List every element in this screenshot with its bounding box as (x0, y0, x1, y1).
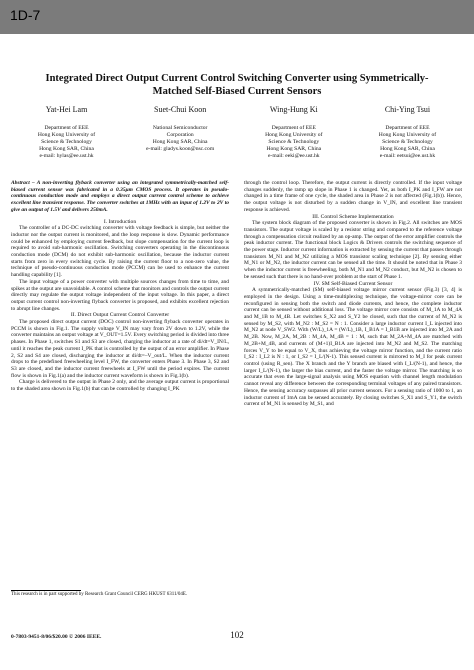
author-affiliation: Science & Technology (268, 139, 320, 145)
section-heading: III. Control Scheme Implementation (312, 213, 394, 220)
author-email: e-mail: eetsui@ee.ust.hk (379, 153, 436, 159)
isbn-line: 0-7803-9451-8/06/$20.00 © 2006 IEEE. (11, 634, 102, 640)
paragraph: The controller of a DC-DC switching converter with voltage feedback is simple, but neither the inductor nor the output current is monitored, and the loop response is slow. Dynamic performance could be enhanced by employing current feedback, but slope compensation for the current loop is required to avoid sub-harmonic oscillation. Switching converters operating in the discontinuous conduction mode (DCM) do not exhibit sub-harmonic oscillation, because the inductor current starts from zero in every switching cycle. By raising the current floor to a non-zero value, the technique of pseudo-continuous conduction mode (PCCM) can be used to enhance the current handling capability [1]. (11, 225, 229, 279)
paragraph: The proposed direct output current (DOC) control non-inverting flyback converter operates in PCCM is shown in Fig.1. The supply voltage V_IN may vary from 2V down to 1.2V, while the converter maintains an output voltage at V_OUT=1.5V. Every switching period is divided into three phases. In Phase 1, switches S1 and S3 are closed, charging the inductor at a rate of di/dt=V_IN/L, until it reaches the peak current I_PK that is controlled by the output of an error amplifier. In Phase 2, S2 and S4 are closed, discharging the inductor at di/dt=–V_out/L. When the inductor current drops to the predefined freewheeling level I_FW, the converter enters Phase 3. In Phase 3, S2 and S3 are closed, and the inductor current freewheels at I_FW until the period expires. The current flow is shown in Fig.1(a) and the inductor current waveform is shown in Fig.1(b). (11, 319, 229, 379)
author-affiliation: Science & Technology (41, 139, 92, 145)
author-email: e-mail: hylas@ee.ust.hk (39, 153, 94, 159)
author-affiliation: Department of EEE (271, 125, 316, 131)
session-id: 1D-7 (10, 7, 41, 23)
author-affiliation: Department of EEE (44, 125, 89, 131)
session-banner (0, 0, 474, 34)
section-heading: IV. SM Self-Biased Current Sensor (313, 280, 393, 287)
section-heading: II. Direct Output Current Control Converter (70, 312, 170, 319)
author-affiliation: Department of EEE (385, 125, 430, 131)
right-column (244, 180, 462, 408)
paragraph: through the control loop. Therefore, the output current is directly controlled. If the input voltage changes suddenly, the ramp up slope in Phase 1 is changed. Yet, as both I_PK and I_FW are not changed in a time frame of one cycle, the shaded area in Phase 2 is not affected (Fig.1(b)). Hence, the output voltage is not disturbed by a sudden change in V_IN, and excellent line transient response is achieved. (244, 180, 462, 213)
author (351, 105, 464, 160)
author-affiliation: Hong Kong SAR, China (266, 146, 322, 152)
section-heading: I. Introduction (103, 218, 137, 225)
author-name: Suet-Chui Koon (154, 105, 207, 114)
page-number: 102 (230, 630, 244, 640)
author-affiliation: Hong Kong SAR, China (39, 146, 94, 152)
paragraph: Charge is delivered to the output in Phase 2 only, and the average output current is proportional to the shaded area shown in Fig.1(b) that can be controlled by changing I_PK (11, 379, 229, 393)
author (10, 105, 123, 160)
left-column (11, 180, 229, 393)
author-affiliation: Hong Kong SAR, China (152, 139, 208, 145)
author (237, 105, 350, 160)
author (124, 105, 237, 160)
paragraph: The system block diagram of the proposed converter is shown in Fig.2. All switches are MOS transistors. The output voltage is scaled by a resistor string and compared to the reference voltage through a compensation circuit realized by an op-amp. The output of the error amplifier controls the peak inductor current. The functional block Logics & Drivers controls the switching sequence of the power stage. Inductor current information is extracted by sensing the current that passes through transistors M_N1 and M_N2 utilizing a MOS transistor scaling technique [2]. By sensing either M_N1 or M_N2, the inductor current can be sensed all the time. It should be noted that in Phase 3 when the inductor current is freewheeling, both M_N1 and M_N2 conduct, but M_N2 is chosen to be sensed such that there is no hand-over problem at the start of Phase 1. (244, 220, 462, 280)
author-affiliation: Hong Kong University of (378, 132, 437, 138)
author-name: Chi-Ying Tsui (384, 105, 431, 114)
footnote: This research is in part supported by Research Grant Council CERG HKUST 6311/04E. (11, 592, 188, 597)
paragraph: A symmetrically-matched (SM) self-biased voltage mirror current sensor (Fig.3) [3, 4] is employed in the design. Using a time-multiplexing technique, the voltage-mirror core can be reconfigured in sensing both the switch and diode currents, and hence, the complete inductor current can be sensed without additional loss. The voltage mirror core consists of M_1A to M_4A and M_1B to M_4B. Let switches S_X2 and S_Y2 be closed, such that the current of M_N2 is sensed by M_S2, with M_N2 : M_S2 = N : 1. Consider a large inductor current I_L injected into M_N2 at node V_SW2. With (W/L)_1A = (W/L)_1B, I_B1A = I_B1B are injected into M_2A and M_2B. Now, M_2A, M_2B : M_4A, M_4B = 1 : M, such that M_2A+M_4A are matched with M_2B+M_4B, and currents of (M+1)I_B1A are injected into M_N2 and M_S2. The matching forces V_Y to be equal to V_X, thus achieving the voltage mirror function, and the current ratio I_S2 : I_L2 is N : 1, or I_S2 = I_L/(N-1). This sensed current is mirrored to M_I for peak current control (using R_sen). The X branch and the Y branch are biased with I_L/(N-1), and hence, the larger I_L/(N-1), the larger the bias current, and the faster the voltage mirror. The matching is so accurate that even the large-signal analysis using MOS equation with channel length modulation cannot reveal any difference between the corresponding terminal voltages of any paired transistors. Hence, the sensing accuracy surpasses all prior current sensors. For a sensing ratio of 1000 to 1, an inductor current of 1mA can be sensed accurately. By closing switches S_X1 and S_Y1, the switch current of M_N1 is sensed by M_S1, and (244, 287, 462, 408)
author-email: e-mail: gladys.koon@nsc.com (146, 146, 215, 152)
author-affiliation: Hong Kong University of (265, 132, 323, 138)
author-block (10, 105, 464, 160)
author-email: e-mail: eeki@ee.ust.hk (268, 153, 320, 159)
author-affiliation: Corporation (166, 132, 194, 138)
author-name: Yat-Hei Lam (45, 105, 88, 114)
author-affiliation: Science & Technology (382, 139, 433, 145)
abstract: Abstract – A non-inverting flyback converter using an integrated symmetrically-matched self-biased current sensor was fabricated in a 0.35µm CMOS process. It operates in pseudo-continuous conduction mode and employs a direct output current control scheme to achieve excellent line transient response. The converter switches at 1MHz with an input of 1.2V to 2V to give an output of 1.5V and delivers 250mA. (11, 180, 229, 213)
footnote-rule (11, 590, 81, 591)
author-affiliation: Hong Kong University of (37, 132, 96, 138)
author-affiliation: National Semiconductor (152, 125, 208, 131)
author-affiliation: Hong Kong SAR, China (380, 146, 435, 152)
paragraph: The input voltage of a power converter with multiple sources changes from time to time, and spikes at the output are unavoidable. A control scheme that monitors and controls the output current directly may regulate the output voltage independent of the input voltage. In this paper, a direct output current control non-inverting flyback converter is proposed, and exhibits excellent rejection to abrupt line changes. (11, 278, 229, 312)
author-name: Wing-Hung Ki (269, 105, 318, 114)
paper-title: Integrated Direct Output Current Control Switching Converter using Symmetrically-Matched Self-Biased Current Sensors (45, 73, 429, 97)
